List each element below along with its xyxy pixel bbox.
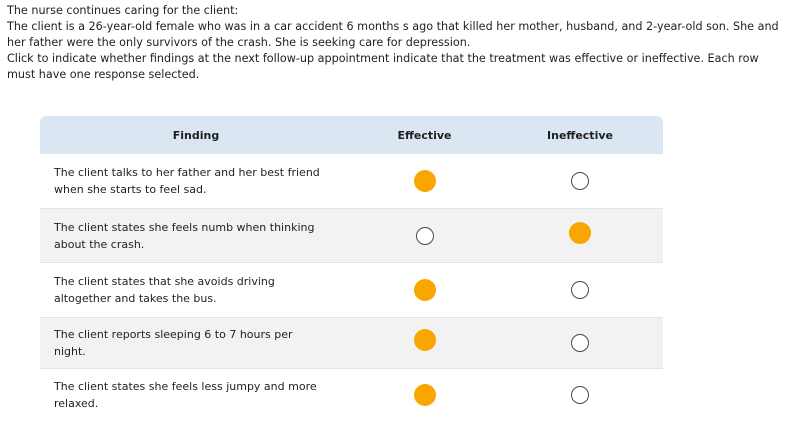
intro-line-3: Click to indicate whether findings at the next follow-up appointment indicate that the treatment was effective or ineffective. Each row must have one response selected.	[7, 52, 759, 81]
effective-radio[interactable]	[414, 329, 436, 351]
intro-line-1: The nurse continues caring for the client:	[7, 4, 239, 17]
table-row	[40, 318, 663, 369]
table-row	[40, 263, 663, 318]
ineffective-radio[interactable]	[569, 222, 591, 244]
effective-radio[interactable]	[414, 170, 436, 192]
ineffective-radio[interactable]	[571, 172, 589, 190]
question-stem	[7, 3, 787, 83]
ineffective-cell	[497, 334, 663, 352]
table-row	[40, 369, 663, 421]
ineffective-radio[interactable]	[571, 281, 589, 299]
ineffective-radio[interactable]	[571, 334, 589, 352]
effective-cell	[352, 332, 497, 354]
ineffective-cell	[497, 172, 663, 190]
ineffective-cell	[497, 225, 663, 247]
finding-text: The client states she feels numb when thinking about the crash.	[54, 220, 315, 251]
table-header	[40, 116, 663, 154]
table-row	[40, 154, 663, 209]
ineffective-radio[interactable]	[571, 386, 589, 404]
effective-radio[interactable]	[414, 279, 436, 301]
ineffective-cell	[497, 281, 663, 299]
ineffective-cell	[497, 386, 663, 404]
effective-cell	[352, 170, 497, 192]
finding-text: The client states that she avoids driving altogether and takes the bus.	[54, 275, 275, 305]
effective-cell	[352, 384, 497, 406]
header-finding: Finding	[172, 128, 220, 142]
effective-radio[interactable]	[416, 227, 434, 245]
intro-line-2: The client is a 26-year-old female who was in a car accident 6 months s ago that killed her mother, husband, and 2-year-old son. She and her father were the only survivors of the crash. She is seeking care for depression.	[7, 20, 779, 49]
header-ineffective: Ineffective	[547, 128, 613, 142]
finding-text: The client reports sleeping 6 to 7 hours per night.	[54, 328, 293, 358]
header-effective: Effective	[397, 128, 452, 142]
finding-text: The client talks to her father and her best friend when she starts to feel sad.	[54, 166, 320, 196]
findings-table	[40, 116, 663, 421]
table-row	[40, 209, 663, 263]
effective-cell	[352, 227, 497, 245]
effective-radio[interactable]	[414, 384, 436, 406]
effective-cell	[352, 279, 497, 301]
finding-text: The client states she feels less jumpy and more relaxed.	[54, 380, 317, 410]
